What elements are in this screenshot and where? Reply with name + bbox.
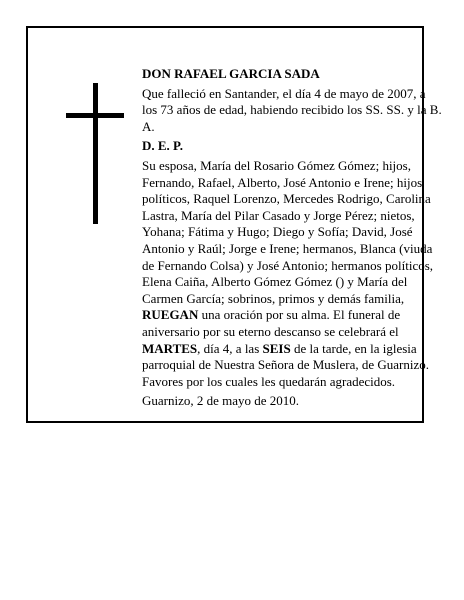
obituary-text [142, 66, 442, 413]
family-text: Su esposa, María del Rosario Gómez Gómez; hijos, Fernando, Rafael, Alberto, José Antonio e Irene; hijos políticos, Raquel Lorenzo, Mercedes Rodrigo, Carolina Lastra, María del Pilar Casado y Jorge Pérez; nietos, Yohana; Fátima y Hugo; Diego y Sofía; David, José Antonio y Raúl; Jorge e Irene; hermanos, Blanca (viuda de Fernando Colsa) y José Antonio; hermanos políticos, Elena Caiña, Alberto Gómez Gómez () y María del Carmen García; sobrinos, primos y demás familia, [142, 157, 434, 306]
funeral-details [142, 307, 442, 390]
cross-icon [93, 83, 98, 224]
deceased-name: DON RAFAEL GARCIA SADA [142, 66, 320, 81]
place-date: Guarnizo, 2 de mayo de 2010. [142, 393, 300, 409]
rip-heading: D. E. P. [142, 138, 184, 154]
funeral-text-2: , día 4, a las [197, 340, 263, 356]
ruegan-word: RUEGAN [142, 307, 199, 323]
death-details: Que falleció en Santander, el día 4 de mayo de 2007, a los 73 años de edad, habiendo recibido los SS. SS. y la B. A. [142, 85, 442, 134]
funeral-text-1: una oración por su alma. El funeral de aniversario por su eterno descanso se celebrará el [142, 307, 401, 339]
funeral-text-3: de la tarde, en la iglesia parroquial de Nuestra Señora de Muslera, de Guarnizo. Favores por los cuales les quedarán agradecidos. [142, 340, 429, 389]
cross-icon-bar [66, 113, 124, 118]
seis-word: SEIS [262, 340, 291, 356]
family-list [142, 158, 442, 307]
obituary-notice [26, 26, 442, 423]
martes-word: MARTES [142, 340, 198, 356]
